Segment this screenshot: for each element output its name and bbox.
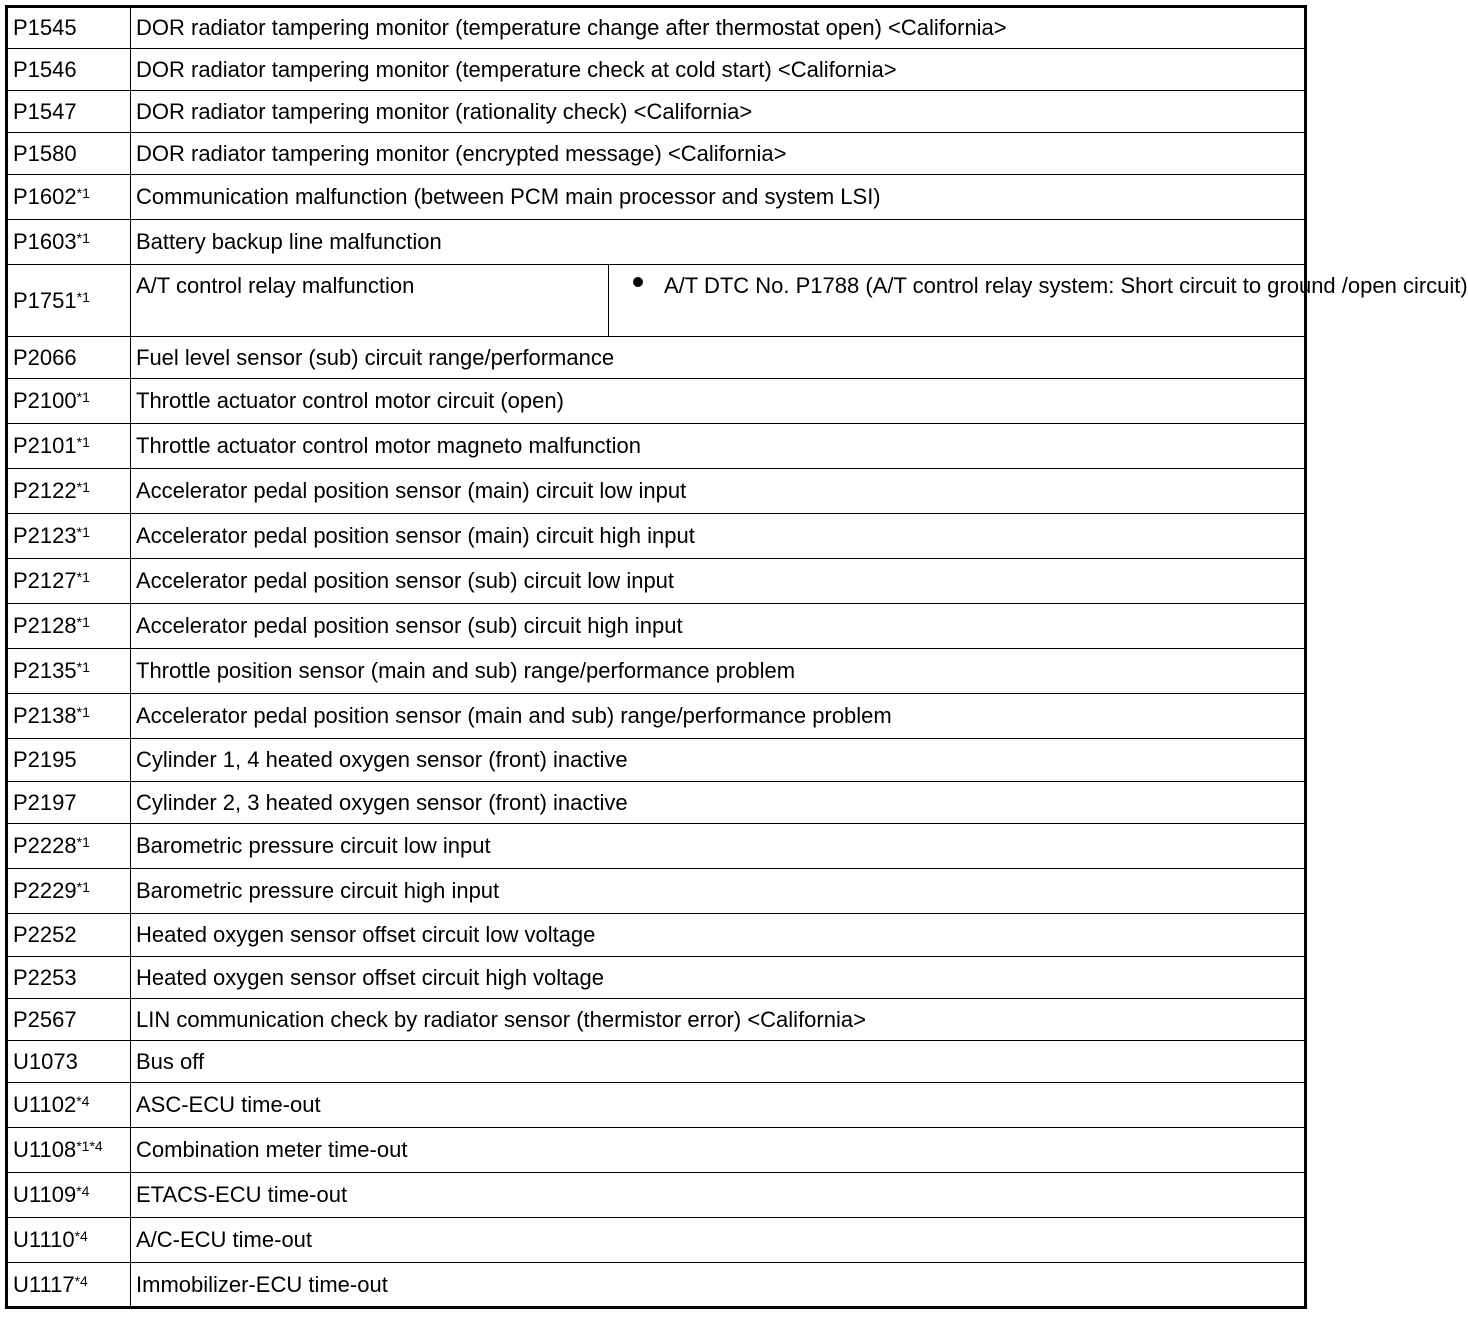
table-row xyxy=(7,604,1306,649)
dtc-code: P2138 xyxy=(13,703,77,728)
dtc-description: DOR radiator tampering monitor (temperature change after thermostat open) <California> xyxy=(131,7,1306,49)
dtc-footnote-mark: *4 xyxy=(76,1183,90,1199)
table-row xyxy=(7,1218,1306,1263)
table-row xyxy=(7,1083,1306,1128)
dtc-footnote-mark: *1 xyxy=(76,524,90,540)
dtc-code-cell xyxy=(7,824,131,869)
dtc-code-cell xyxy=(7,739,131,782)
dtc-code-cell xyxy=(7,379,131,424)
dtc-code-cell xyxy=(7,1041,131,1083)
dtc-code: U1102 xyxy=(13,1092,77,1117)
dtc-description: A/C-ECU time-out xyxy=(131,1218,1306,1263)
dtc-code: P2066 xyxy=(13,344,77,370)
dtc-code: P2100 xyxy=(13,388,77,413)
table-row xyxy=(7,957,1306,999)
table-row xyxy=(7,91,1306,133)
dtc-code-cell xyxy=(7,49,131,91)
dtc-footnote-mark: *1 xyxy=(76,288,90,305)
dtc-description: Accelerator pedal position sensor (sub) circuit low input xyxy=(131,559,1306,604)
table-row xyxy=(7,1173,1306,1218)
dtc-description: Fuel level sensor (sub) circuit range/performance xyxy=(131,337,1306,379)
dtc-code: P2228 xyxy=(13,833,77,858)
table-row xyxy=(7,739,1306,782)
table-row xyxy=(7,694,1306,739)
dtc-description: Throttle actuator control motor magneto malfunction xyxy=(131,424,1306,469)
dtc-description: Battery backup line malfunction xyxy=(131,220,1306,265)
dtc-description: DOR radiator tampering monitor (rationality check) <California> xyxy=(131,91,1306,133)
dtc-related-note-text: A/T DTC No. P1788 (A/T control relay system: Short circuit to ground /open circuit) xyxy=(664,273,1468,298)
dtc-description: Accelerator pedal position sensor (main) circuit low input xyxy=(131,469,1306,514)
dtc-footnote-mark: *1 xyxy=(76,879,90,895)
dtc-code-cell xyxy=(7,1128,131,1173)
dtc-code-cell xyxy=(7,604,131,649)
dtc-description: Immobilizer-ECU time-out xyxy=(131,1263,1306,1308)
dtc-description: Bus off xyxy=(131,1041,1306,1083)
table-row xyxy=(7,379,1306,424)
dtc-code-cell xyxy=(7,91,131,133)
dtc-footnote-mark: *4 xyxy=(74,1272,88,1289)
dtc-code: U1117 xyxy=(13,1271,75,1297)
dtc-footnote-mark: *1 xyxy=(76,834,90,850)
table-row xyxy=(7,1041,1306,1083)
dtc-description: Throttle actuator control motor circuit (open) xyxy=(131,379,1306,424)
dtc-code: P2128 xyxy=(13,613,77,638)
dtc-code: P2135 xyxy=(13,658,77,683)
dtc-code: P2122 xyxy=(13,478,77,503)
dtc-description: Heated oxygen sensor offset circuit low voltage xyxy=(131,914,1306,957)
table-row xyxy=(7,824,1306,869)
table-row xyxy=(7,869,1306,914)
dtc-code: P1751 xyxy=(13,287,77,313)
table-row xyxy=(7,49,1306,91)
dtc-code-cell xyxy=(7,559,131,604)
table-row xyxy=(7,914,1306,957)
dtc-description: DOR radiator tampering monitor (temperature check at cold start) <California> xyxy=(131,49,1306,91)
dtc-code-cell xyxy=(7,1218,131,1263)
dtc-footnote-mark: *4 xyxy=(76,1093,90,1109)
dtc-code: U1109 xyxy=(13,1182,77,1207)
table-row xyxy=(7,265,1306,337)
dtc-code-cell xyxy=(7,1173,131,1218)
dtc-code: P1546 xyxy=(13,56,77,82)
bullet-icon xyxy=(633,277,643,287)
dtc-code: P1603 xyxy=(13,229,77,254)
dtc-code-cell xyxy=(7,337,131,379)
table-row xyxy=(7,559,1306,604)
dtc-footnote-mark: *1 xyxy=(76,479,90,495)
dtc-code-cell xyxy=(7,469,131,514)
table-row xyxy=(7,175,1306,220)
table-row xyxy=(7,7,1306,49)
dtc-description: Cylinder 2, 3 heated oxygen sensor (front) inactive xyxy=(131,782,1306,824)
dtc-description: ASC-ECU time-out xyxy=(131,1083,1306,1128)
dtc-code: U1073 xyxy=(13,1048,78,1074)
dtc-description: Communication malfunction (between PCM main processor and system LSI) xyxy=(131,175,1306,220)
dtc-footnote-mark: *1 xyxy=(76,230,90,246)
dtc-footnote-mark: *1 xyxy=(76,185,90,201)
dtc-footnote-mark: *1*4 xyxy=(76,1138,103,1154)
table-row xyxy=(7,1263,1306,1308)
dtc-footnote-mark: *1 xyxy=(76,704,90,720)
dtc-code: U1108 xyxy=(13,1137,77,1162)
dtc-description: ETACS-ECU time-out xyxy=(131,1173,1306,1218)
dtc-code-cell xyxy=(7,175,131,220)
dtc-code-cell xyxy=(7,133,131,175)
dtc-description: DOR radiator tampering monitor (encrypted message) <California> xyxy=(131,133,1306,175)
dtc-description: Combination meter time-out xyxy=(131,1128,1306,1173)
dtc-description: LIN communication check by radiator sensor (thermistor error) <California> xyxy=(131,999,1306,1041)
dtc-code: P2197 xyxy=(13,789,77,815)
dtc-description: Barometric pressure circuit low input xyxy=(131,824,1306,869)
dtc-code: U1110 xyxy=(13,1227,75,1252)
table-row xyxy=(7,514,1306,559)
dtc-description: Accelerator pedal position sensor (main and sub) range/performance problem xyxy=(131,694,1306,739)
dtc-code-cell xyxy=(7,514,131,559)
dtc-code-cell xyxy=(7,1263,131,1308)
dtc-code-cell xyxy=(7,7,131,49)
table-row xyxy=(7,999,1306,1041)
table-row xyxy=(7,469,1306,514)
dtc-code: P2127 xyxy=(13,568,77,593)
dtc-description: A/T control relay malfunction xyxy=(131,265,609,337)
dtc-code: P1602 xyxy=(13,184,77,209)
dtc-code: P2123 xyxy=(13,523,77,548)
dtc-code: P1545 xyxy=(13,15,77,40)
table-row xyxy=(7,337,1306,379)
dtc-footnote-mark: *1 xyxy=(76,389,90,405)
dtc-code-cell xyxy=(7,649,131,694)
dtc-code-cell xyxy=(7,999,131,1041)
dtc-code-cell xyxy=(7,957,131,999)
dtc-code: P1580 xyxy=(13,140,77,166)
dtc-code: P1547 xyxy=(13,98,77,124)
dtc-code-cell xyxy=(7,782,131,824)
dtc-related-note xyxy=(609,265,1468,337)
dtc-code-cell xyxy=(7,694,131,739)
dtc-description: Accelerator pedal position sensor (sub) circuit high input xyxy=(131,604,1306,649)
dtc-code-cell xyxy=(7,914,131,957)
dtc-code: P2567 xyxy=(13,1006,77,1032)
dtc-table-body xyxy=(7,7,1468,1308)
dtc-code-cell xyxy=(7,424,131,469)
dtc-description: Accelerator pedal position sensor (main) circuit high input xyxy=(131,514,1306,559)
dtc-code: P2229 xyxy=(13,878,77,903)
dtc-code: P2195 xyxy=(13,747,77,772)
dtc-code: P2253 xyxy=(13,964,77,990)
dtc-footnote-mark: *4 xyxy=(74,1228,88,1244)
dtc-code-cell xyxy=(7,1083,131,1128)
table-row xyxy=(7,424,1306,469)
dtc-footnote-mark: *1 xyxy=(76,614,90,630)
table-row xyxy=(7,649,1306,694)
dtc-code-cell xyxy=(7,265,131,337)
table-row xyxy=(7,782,1306,824)
dtc-code: P2252 xyxy=(13,922,77,947)
dtc-description: Cylinder 1, 4 heated oxygen sensor (front) inactive xyxy=(131,739,1306,782)
dtc-description: Barometric pressure circuit high input xyxy=(131,869,1306,914)
dtc-code: P2101 xyxy=(13,433,77,458)
dtc-code-cell xyxy=(7,869,131,914)
dtc-table xyxy=(5,5,1468,1309)
dtc-footnote-mark: *1 xyxy=(76,434,90,450)
table-row xyxy=(7,220,1306,265)
table-row xyxy=(7,1128,1306,1173)
table-row xyxy=(7,133,1306,175)
dtc-code-cell xyxy=(7,220,131,265)
dtc-footnote-mark: *1 xyxy=(76,569,90,585)
dtc-footnote-mark: *1 xyxy=(76,659,90,675)
dtc-description: Throttle position sensor (main and sub) range/performance problem xyxy=(131,649,1306,694)
dtc-description: Heated oxygen sensor offset circuit high voltage xyxy=(131,957,1306,999)
